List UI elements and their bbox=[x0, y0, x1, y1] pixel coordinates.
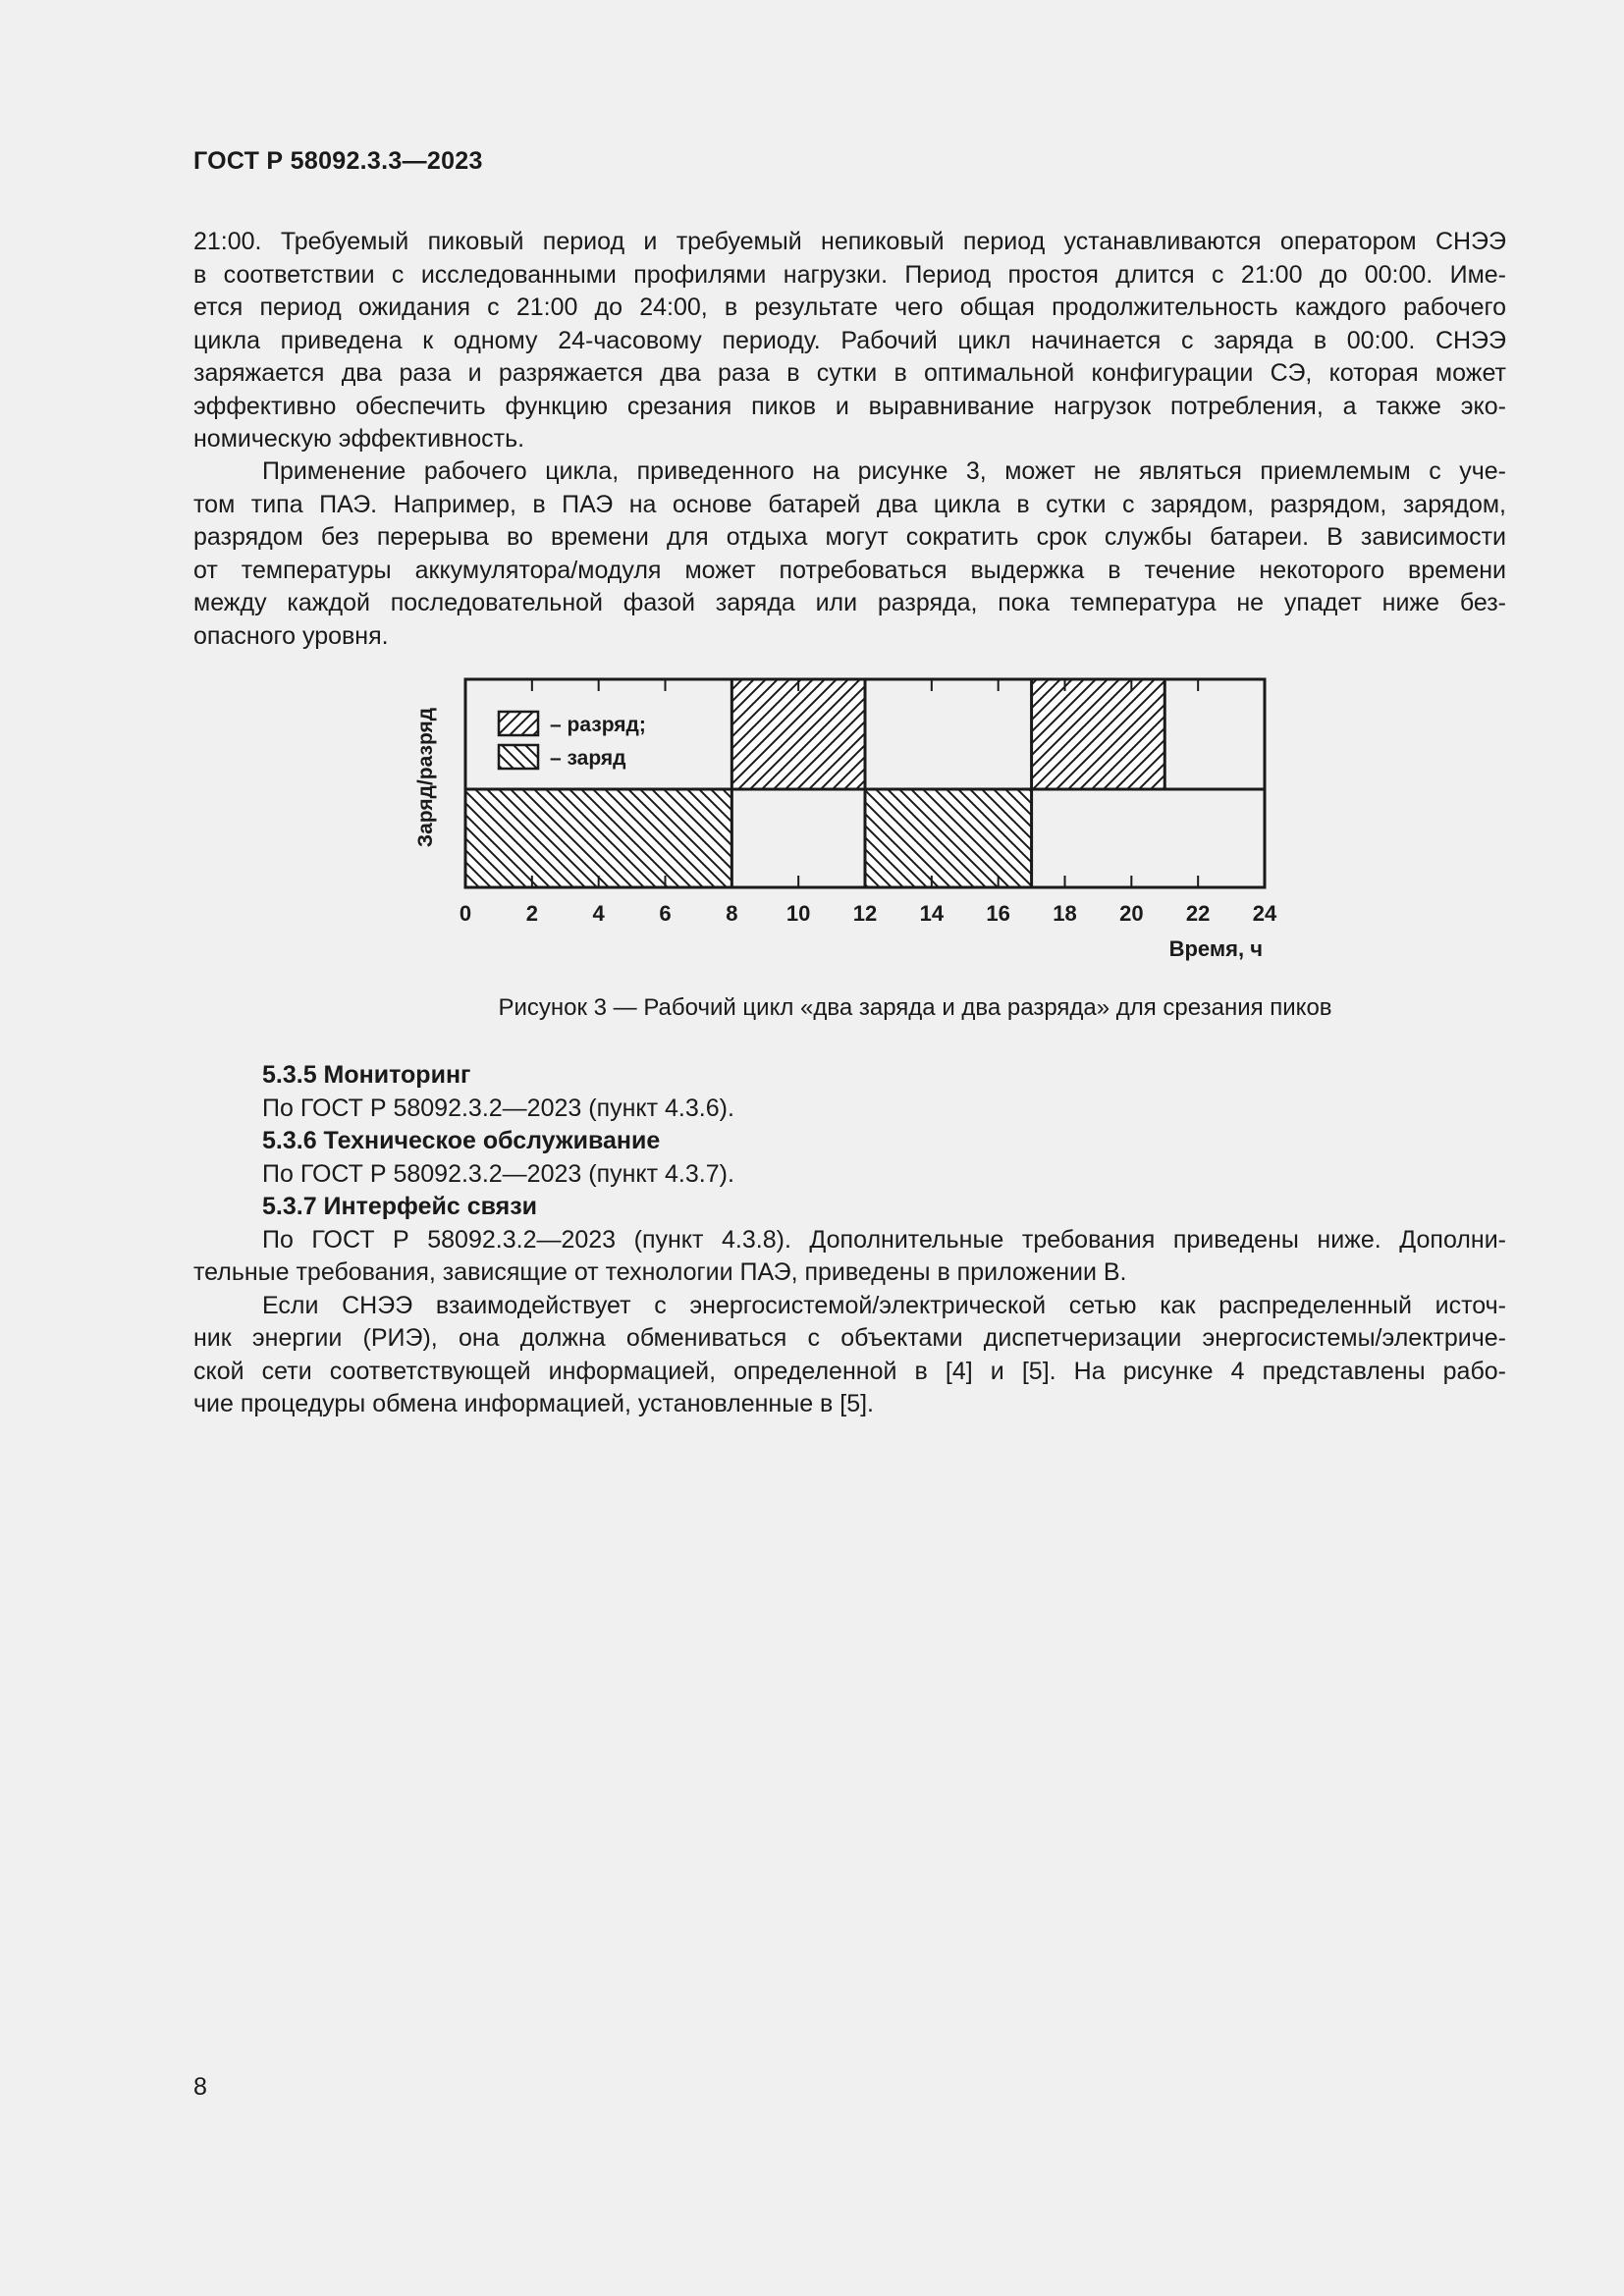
paragraph-1 bbox=[193, 226, 1506, 456]
legend-swatch-discharge bbox=[499, 712, 538, 735]
text-line: разрядом без перерыва во времени для отдыха могут сократить срок службы батареи. В зависимости bbox=[193, 523, 1506, 551]
timeline-chart bbox=[412, 667, 1296, 982]
section-heading: 5.3.5 Мониторинг bbox=[262, 1061, 471, 1089]
text-line: номическую эффективность. bbox=[193, 425, 525, 453]
x-tick-label: 10 bbox=[785, 901, 811, 926]
text-line: Если СНЭЭ взаимодействует с энергосистемой/электрической сетью как распределенный источ- bbox=[262, 1291, 1506, 1319]
text-line: Применение рабочего цикла, приведенного на рисунке 3, может не являться приемлемым с уче- bbox=[262, 457, 1506, 485]
charge-bar bbox=[865, 789, 1032, 887]
sections-block bbox=[193, 1059, 1506, 1421]
charge-bar bbox=[465, 789, 731, 887]
x-tick-label: 18 bbox=[1053, 901, 1077, 926]
y-axis-label: Заряд/разряд bbox=[414, 707, 437, 848]
text-line: 21:00. Требуемый пиковый период и требуемый непиковый период устанавливаются оператором СНЭЭ bbox=[193, 228, 1506, 255]
text-line: чие процедуры обмена информацией, установленные в [5]. bbox=[193, 1390, 875, 1417]
x-tick-label: 22 bbox=[1185, 901, 1211, 926]
text-line: По ГОСТ Р 58092.3.2—2023 (пункт 4.3.8). Дополнительные требования приведены ниже. Дополни- bbox=[262, 1225, 1506, 1254]
text-line: том типа ПАЭ. Например, в ПАЭ на основе батарей два цикла в сутки с зарядом, разрядом, зарядом, bbox=[193, 490, 1506, 518]
x-axis-label: Время, ч bbox=[1168, 936, 1263, 961]
text-line: опасного уровня. bbox=[193, 621, 389, 650]
section-heading: 5.3.6 Техническое обслуживание bbox=[262, 1127, 661, 1154]
text-line: заряжается два раза и разряжается два раза в сутки в оптимальной конфигурации СЭ, которая может bbox=[193, 359, 1506, 387]
x-tick-label: 2 bbox=[525, 901, 538, 926]
x-tick-label: 12 bbox=[852, 901, 878, 926]
figure-3-chart bbox=[412, 667, 1296, 982]
text-line: между каждой последовательной фазой заряда или разряда, пока температура не упадет ниже без- bbox=[193, 589, 1506, 616]
discharge-bar bbox=[1032, 679, 1165, 789]
text-line: тельные требования, зависящие от технологии ПАЭ, приведены в приложении В. bbox=[193, 1258, 1127, 1286]
section-text: По ГОСТ Р 58092.3.2—2023 (пункт 4.3.6). bbox=[262, 1094, 734, 1122]
text-line: эффективно обеспечить функцию срезания пиков и выравнивание нагрузок потребления, а также эко- bbox=[193, 392, 1506, 420]
x-tick-label: 16 bbox=[986, 901, 1010, 926]
x-tick-label: 8 bbox=[726, 901, 738, 926]
paragraph-2 bbox=[193, 455, 1506, 653]
x-tick-label: 24 bbox=[1252, 901, 1277, 926]
legend-label-charge: – заряд bbox=[550, 747, 626, 770]
x-tick-label: 6 bbox=[659, 901, 672, 926]
document-header: ГОСТ Р 58092.3.3—2023 bbox=[193, 147, 483, 175]
discharge-bar bbox=[731, 679, 865, 789]
text-line: от температуры аккумулятора/модуля может потребоваться выдержка в течение некоторого времени bbox=[193, 556, 1506, 584]
figure-caption: Рисунок 3 — Рабочий цикл «два заряда и два разряда» для срезания пиков bbox=[498, 994, 1332, 1021]
text-line: ник энергии (РИЭ), она должна обмениваться с объектами диспетчеризации энергосистемы/электриче- bbox=[193, 1324, 1506, 1352]
section-text: По ГОСТ Р 58092.3.2—2023 (пункт 4.3.7). bbox=[262, 1159, 734, 1188]
x-tick-label: 14 bbox=[919, 901, 945, 926]
x-tick-label: 4 bbox=[592, 901, 605, 926]
legend-label-discharge: – разряд; bbox=[550, 714, 646, 736]
section-heading: 5.3.7 Интерфейс связи bbox=[262, 1193, 538, 1220]
legend-swatch-charge bbox=[499, 745, 538, 769]
x-tick-label: 0 bbox=[459, 901, 472, 926]
x-tick-label: 20 bbox=[1119, 901, 1144, 926]
text-line: ской сети соответствующей информацией, определенной в [4] и [5]. На рисунке 4 представлены рабо- bbox=[193, 1357, 1506, 1385]
page-number: 8 bbox=[193, 2073, 207, 2101]
text-line: в соответствии с исследованными профилями нагрузки. Период простоя длится с 21:00 до 00:00. Име- bbox=[193, 260, 1506, 289]
text-line: ется период ожидания с 21:00 до 24:00, в результате чего общая продолжительность каждого рабочего bbox=[193, 294, 1506, 321]
text-line: цикла приведена к одному 24-часовому периоду. Рабочий цикл начинается с заряда в 00:00. СНЭЭ bbox=[193, 326, 1506, 354]
